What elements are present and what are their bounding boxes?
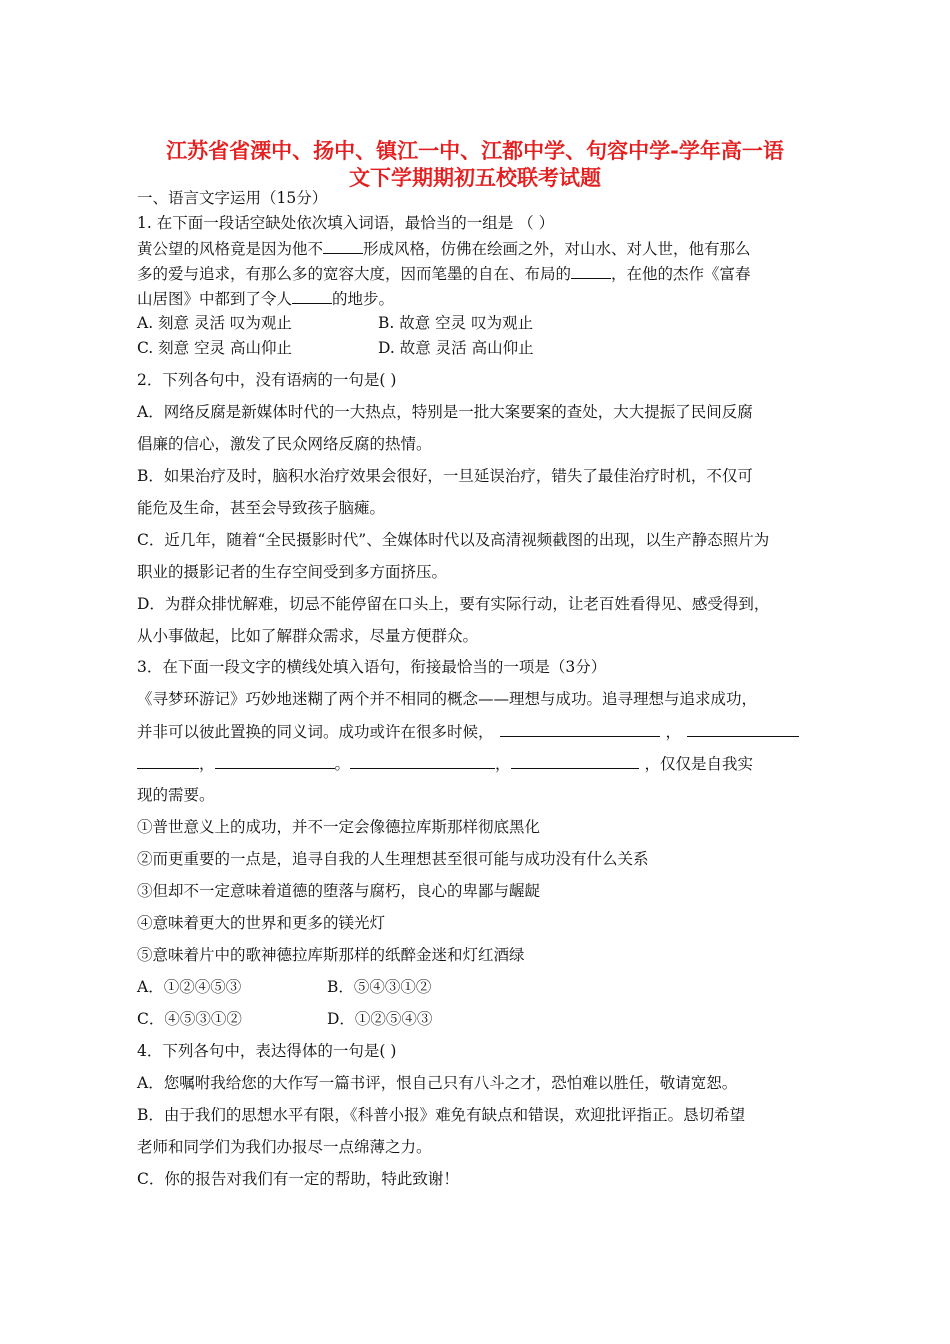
q2-option-a-line-1: A．网络反腐是新媒体时代的一大热点，特别是一批大案要案的查处，大大提振了民间反腐 [137, 403, 753, 421]
q4-option-b-line-2: 老师和同学们为我们办报尽一点绵薄之力。 [137, 1138, 432, 1156]
q1-stem: 1. 在下面一段话空缺处依次填入词语，最恰当的一组是 （ ） [137, 214, 555, 232]
q2-option-d-line-2: 从小事做起，比如了解群众需求，尽量方便群众。 [137, 627, 479, 645]
q4-option-a: A．您嘱咐我给您的大作写一篇书评，恨自己只有八斗之才，恐怕难以胜任，敬请宽恕。 [137, 1074, 738, 1092]
q3-text: ， [199, 755, 215, 773]
section-heading: 一、语言文字运用（15分） [137, 189, 328, 207]
q1-option-b: B. 故意 空灵 叹为观止 [378, 314, 534, 332]
q1-text: 形成风格，仿佛在绘画之外，对山水、对人世，他有那么 [363, 240, 751, 258]
title-line-2: 文下学期期初五校联考试题 [349, 166, 601, 190]
q2-option-b-line-2: 能危及生命，甚至会导致孩子脑瘫。 [137, 499, 386, 517]
q3-item-4: ④意味着更大的世界和更多的镁光灯 [137, 914, 386, 932]
fill-blank [323, 237, 363, 254]
q3-item-5: ⑤意味着片中的歌神德拉库斯那样的纸醉金迷和灯红酒绿 [137, 946, 525, 964]
q3-stem: 3．在下面一段文字的横线处填入语句，衔接最恰当的一项是（3分） [137, 658, 607, 676]
q4-option-b-line-1: B．由于我们的思想水平有限，《科普小报》难免有缺点和错误，欢迎批评指正。恳切希望 [137, 1106, 746, 1124]
q2-option-b-line-1: B．如果治疗及时，脑积水治疗效果会很好，一旦延误治疗，错失了最佳治疗时机，不仅可 [137, 467, 753, 485]
q1-text: 多的爱与追求，有那么多的宽容大度，因而笔墨的自在、布局的 [137, 265, 572, 283]
q1-text: 山居图》中都到了令人 [137, 290, 293, 308]
q1-text: 的地步。 [332, 290, 395, 308]
fill-blank [687, 720, 799, 737]
q3-passage-line-1: 《寻梦环游记》巧妙地迷糊了两个并不相同的概念——理想与成功。追寻理想与追求成功， [137, 690, 758, 708]
q1-passage-line-1 [137, 237, 751, 260]
q1-passage-line-2 [137, 262, 751, 285]
q3-text: ， [495, 755, 511, 773]
fill-blank [215, 752, 335, 769]
q2-stem: 2．下列各句中，没有语病的一句是( ) [137, 371, 397, 389]
q3-option-d: D．①②⑤④③ [327, 1010, 433, 1028]
fill-blank [571, 262, 611, 279]
q3-option-a: A．①②④⑤③ [137, 978, 242, 996]
q3-text: 。 [334, 755, 351, 773]
q2-option-a-line-2: 倡廉的信心，激发了民众网络反腐的热情。 [137, 435, 432, 453]
q3-text: ， [665, 723, 682, 741]
q1-text: 黄公望的风格竟是因为他不 [137, 240, 324, 258]
q3-item-2: ②而更重要的一点是，追寻自我的人生理想甚至很可能与成功没有什么关系 [137, 850, 649, 868]
q1-option-a: A. 刻意 灵活 叹为观止 [137, 314, 292, 332]
q2-option-d-line-1: D．为群众排忧解难，切忌不能停留在口头上，要有实际行动，让老百姓看得见、感受得到， [137, 595, 770, 613]
q3-option-b: B．⑤④③①② [327, 978, 432, 996]
q1-text: ，在他的杰作《富春 [611, 265, 751, 283]
q3-passage-line-4: 现的需要。 [137, 786, 215, 804]
fill-blank [511, 752, 639, 769]
q1-passage-line-3 [137, 287, 394, 310]
q2-option-c-line-1: C．近几年，随着“全民摄影时代”、全媒体时代以及高清视频截图的出现，以生产静态照片为 [137, 531, 770, 549]
fill-blank [350, 752, 495, 769]
fill-blank [292, 287, 332, 304]
q3-passage-line-3 [137, 752, 753, 775]
q3-text: ，仅仅是自我实 [644, 755, 754, 773]
title-line-1: 江苏省省溧中、扬中、镇江一中、江都中学、句容中学-学年高一语 [166, 139, 784, 163]
q1-option-c: C. 刻意 空灵 高山仰止 [137, 339, 293, 357]
fill-blank [137, 752, 199, 769]
q3-passage-line-2 [137, 720, 799, 743]
q3-item-3: ③但却不一定意味着道德的堕落与腐朽，良心的卑鄙与龌龊 [137, 882, 541, 900]
q1-option-d: D. 故意 灵活 高山仰止 [378, 339, 534, 357]
q4-stem: 4．下列各句中，表达得体的一句是( ) [137, 1042, 397, 1060]
q4-option-c: C．你的报告对我们有一定的帮助，特此致谢！ [137, 1170, 459, 1188]
q3-option-c: C．④⑤③①② [137, 1010, 242, 1028]
q3-text: 并非可以彼此置换的同义词。成功或许在很多时候， [137, 723, 494, 741]
q3-item-1: ①普世意义上的成功，并不一定会像德拉库斯那样彻底黑化 [137, 818, 541, 836]
q2-option-c-line-2: 职业的摄影记者的生存空间受到多方面挤压。 [137, 563, 448, 581]
fill-blank [500, 720, 660, 737]
